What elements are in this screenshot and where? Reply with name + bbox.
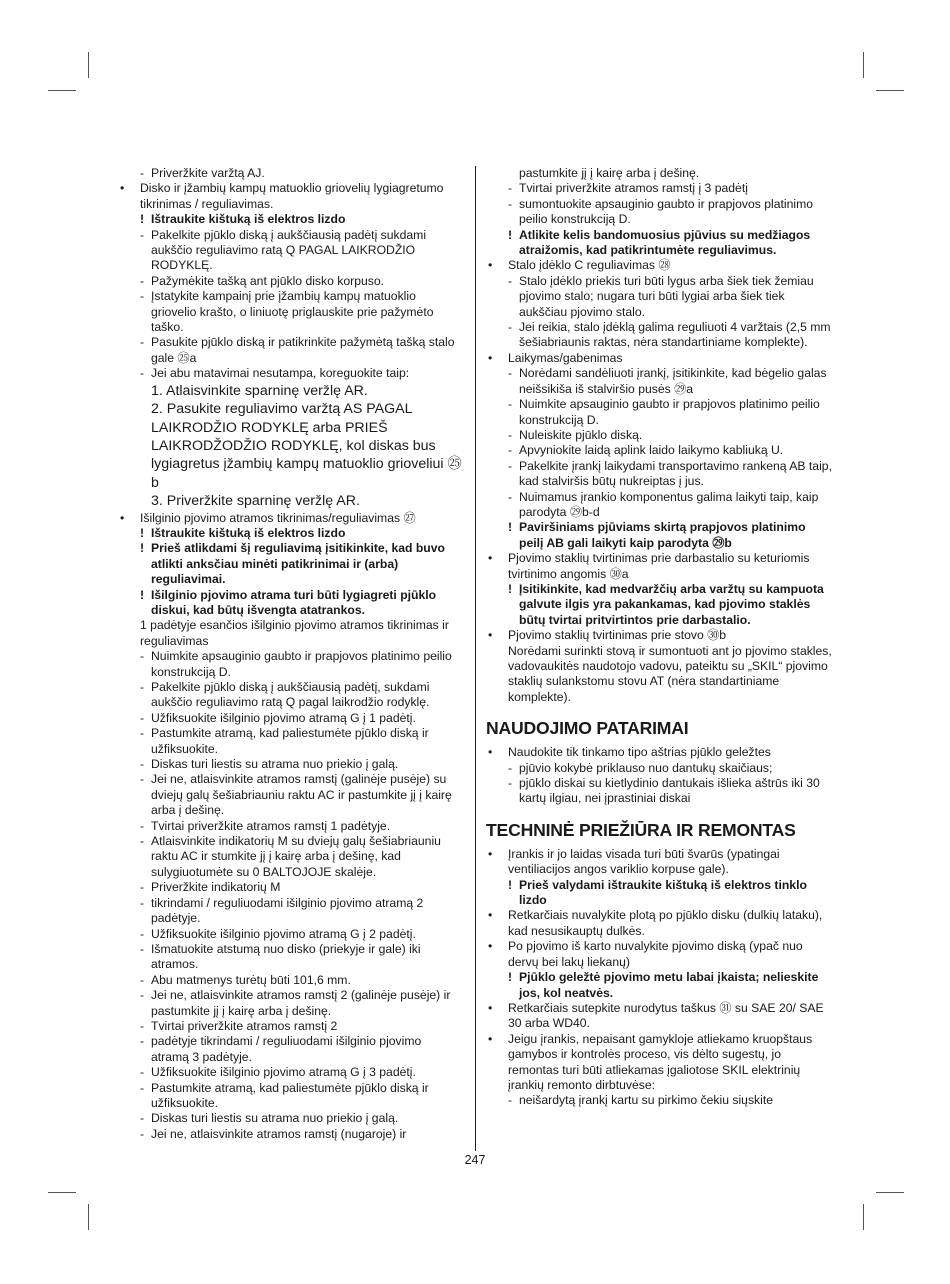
list-marker: • bbox=[120, 181, 125, 196]
item-text: tikrindami / reguliuodami išilginio pjovimo atramą 2 padėtyje. bbox=[151, 895, 424, 926]
numbered-step bbox=[118, 400, 462, 492]
list-marker: - bbox=[508, 443, 513, 458]
dash-item bbox=[118, 289, 462, 335]
bullet-item bbox=[486, 628, 832, 643]
numbered-step bbox=[118, 492, 462, 510]
warning-item bbox=[486, 582, 832, 628]
item-text: Atlaisvinkite indikatorių M su dviejų galų šešiabriauniu raktu AC ir stumkite jį į kairę arba į dešinę, kad sulygiuotumėte su 0 BALTOJOJE skalėje. bbox=[151, 834, 441, 879]
list-marker: - bbox=[140, 273, 145, 288]
list-marker: - bbox=[508, 397, 513, 412]
list-marker: • bbox=[488, 258, 493, 273]
item-text: Jei abu matavimai nesutampa, koreguokite taip: bbox=[151, 366, 410, 381]
dash-item bbox=[118, 1019, 462, 1034]
item-text: Prieš atlikdami šį reguliavimą įsitikinkite, kad buvo atlikti anksčiau minėti patikrinimai ir (arba) reguliavimai. bbox=[151, 541, 445, 587]
item-text: Užfiksuokite išilginio pjovimo atramą G į 2 padėtį. bbox=[151, 926, 416, 941]
item-text: pjūvio kokybė priklauso nuo dantukų skaičiaus; bbox=[519, 760, 773, 775]
list-marker: - bbox=[140, 757, 145, 772]
dash-item bbox=[486, 1093, 832, 1108]
item-text: sumontuokite apsauginio gaubto ir prapjovos platinimo peilio konstrukciją D. bbox=[519, 196, 814, 227]
item-text: Atlikite kelis bandomuosius pjūvius su medžiagos atraižomis, kad patikrintumėte reguliavimus. bbox=[519, 227, 811, 258]
list-marker: ! bbox=[508, 970, 513, 985]
list-marker: - bbox=[508, 366, 513, 381]
dash-item bbox=[118, 988, 462, 1019]
paragraph bbox=[118, 618, 462, 649]
item-text: Nuimkite apsauginio gaubto ir prapjovos platinimo peilio konstrukciją D. bbox=[519, 397, 820, 427]
list-marker: - bbox=[140, 227, 145, 242]
warning-item bbox=[118, 526, 462, 541]
list-marker: - bbox=[140, 710, 145, 725]
list-marker: • bbox=[488, 1031, 493, 1046]
item-text: Pjovimo staklių tvirtinimas prie darbastalio su keturiomis tvirtinimo angomis ㉚a bbox=[508, 551, 810, 581]
dash-item bbox=[118, 896, 462, 927]
list-marker: ! bbox=[508, 877, 513, 892]
bullet-item bbox=[486, 551, 832, 582]
item-text: Įsitikinkite, kad medvaržčių arba varžtų su kampuota galvute ilgis yra pakankamas, kad pjovimo staklės būtų tvirtai pritvirtintos prie darbastalio. bbox=[519, 581, 824, 627]
dash-item bbox=[118, 1081, 462, 1112]
crop-mark bbox=[863, 52, 864, 78]
dash-item bbox=[486, 761, 832, 776]
item-text: Retkarčiais sutepkite nurodytus taškus ㉛ su SAE 20/ SAE 30 arba WD40. bbox=[508, 1000, 824, 1031]
item-text: Užfiksuokite išilginio pjovimo atramą G į 1 padėtį. bbox=[151, 710, 416, 725]
item-text: Pasukite pjūklo diską ir patikrinkite pažymėtą tašką stalo gale ㉕a bbox=[151, 335, 455, 365]
list-marker: - bbox=[140, 1034, 145, 1049]
item-text: Nuimamus įrankio komponentus galima laikyti taip, kaip parodyta ㉙b-d bbox=[519, 489, 819, 519]
bullet-item bbox=[486, 1001, 832, 1032]
item-text: Diskas turi liestis su atrama nuo priekio į galą. bbox=[151, 757, 399, 772]
warning-item bbox=[486, 520, 832, 551]
warning-item bbox=[118, 212, 462, 227]
dash-item bbox=[486, 397, 832, 428]
list-marker: - bbox=[508, 760, 513, 775]
crop-mark bbox=[88, 1204, 89, 1230]
list-marker: ! bbox=[140, 541, 145, 556]
item-text: TECHNINĖ PRIEŽIŪRA IR REMONTAS bbox=[486, 819, 796, 840]
list-marker: - bbox=[140, 972, 145, 987]
crop-mark bbox=[88, 52, 89, 78]
item-text: Apvyniokite laidą aplink laido laikymo kabliuką U. bbox=[519, 443, 784, 458]
list-marker: • bbox=[488, 939, 493, 954]
list-marker: - bbox=[140, 1080, 145, 1095]
item-text: Disko ir įžambių kampų matuoklio griovelių lygiagretumo tikrinimas / reguliavimas. bbox=[140, 181, 444, 211]
bullet-item bbox=[486, 351, 832, 366]
dash-item bbox=[486, 274, 832, 320]
dash-item bbox=[118, 166, 462, 181]
dash-item bbox=[118, 274, 462, 289]
dash-item bbox=[118, 772, 462, 818]
dash-item bbox=[118, 927, 462, 942]
list-marker: ! bbox=[140, 525, 145, 540]
item-text: Pastumkite atramą, kad paliestumėte pjūklo diską ir užfiksuokite. bbox=[151, 1080, 429, 1110]
item-text: Įstatykite kampainį prie įžambių kampų matuoklio griovelio krašto, o liniuotę priglauskite prie pažymėto taško. bbox=[151, 289, 434, 335]
dash-item bbox=[486, 776, 832, 807]
item-text: pjūklo diskai su kietlydinio dantukais išlieka aštrūs iki 30 kartų ilgiau, nei įprastiniai diskai bbox=[519, 776, 820, 806]
item-text: Norėdami surinkti stovą ir sumontuoti ant jo pjovimo stakles, vadovaukitės naudotojo vadovu, pateiktu su „SKIL“ pjovimo staklių sulankstomu stovu AT (nėra standartiniame komplekte). bbox=[508, 643, 832, 704]
list-marker: - bbox=[140, 926, 145, 941]
dash-item bbox=[486, 366, 832, 397]
item-text: neišardytą įrankį kartu su pirkimo čekiu siųskite bbox=[519, 1093, 774, 1108]
list-marker: - bbox=[508, 776, 513, 791]
item-text: Išilginio pjovimo atrama turi būti lygiagreti pjūklo diskui, kad būtų išvengta atatrankos. bbox=[151, 587, 437, 617]
dash-item bbox=[118, 1111, 462, 1126]
item-text: Pažymėkite tašką ant pjūklo disko korpuso. bbox=[151, 273, 385, 288]
item-text: 1 padėtyje esančios išilginio pjovimo atramos tikrinimas ir reguliavimas bbox=[140, 618, 449, 648]
dash-item bbox=[118, 1065, 462, 1080]
dash-item bbox=[118, 711, 462, 726]
list-marker: - bbox=[140, 818, 145, 833]
item-text: Pjūklo geležtė pjovimo metu labai įkaista; nelieskite jos, kol neatvės. bbox=[519, 970, 819, 1000]
item-text: Priveržkite varžtą AJ. bbox=[151, 166, 265, 180]
list-marker: • bbox=[488, 350, 493, 365]
left-column bbox=[118, 166, 462, 1142]
dash-item bbox=[486, 490, 832, 521]
item-text: Po pjovimo iš karto nuvalykite pjovimo diską (ypač nuo dervų bei lakų liekanų) bbox=[508, 939, 803, 969]
paragraph bbox=[486, 644, 832, 706]
dash-item bbox=[118, 1034, 462, 1065]
item-text: Nuleiskite pjūklo diską. bbox=[519, 427, 643, 442]
list-marker: - bbox=[140, 289, 145, 304]
list-marker: - bbox=[140, 834, 145, 849]
dash-item bbox=[118, 228, 462, 274]
bullet-item bbox=[486, 908, 832, 939]
list-marker: - bbox=[140, 726, 145, 741]
item-text: Pjovimo staklių tvirtinimas prie stovo ㉚b bbox=[508, 628, 727, 643]
section-heading bbox=[486, 819, 832, 841]
item-text: Retkarčiais nuvalykite plotą po pjūklo disku (dulkių lataku), kad nesusikauptų dulkės. bbox=[508, 908, 823, 938]
list-marker: • bbox=[488, 846, 493, 861]
list-marker: • bbox=[488, 551, 493, 566]
dash-item bbox=[118, 973, 462, 988]
list-marker: - bbox=[140, 1065, 145, 1080]
item-text: Išilginio pjovimo atramos tikrinimas/reguliavimas ㉗ bbox=[140, 510, 416, 525]
warning-item bbox=[486, 970, 832, 1001]
item-text: Priveržkite indikatorių M bbox=[151, 880, 281, 895]
item-text: padėtyje tikrindami / reguliuodami išilginio pjovimo atramą 3 padėtyje. bbox=[151, 1034, 422, 1064]
list-marker: - bbox=[140, 941, 145, 956]
list-marker: - bbox=[508, 273, 513, 288]
crop-mark bbox=[876, 90, 904, 91]
bullet-item bbox=[486, 258, 832, 273]
item-text: Ištraukite kištuką iš elektros lizdo bbox=[151, 525, 346, 540]
dash-item bbox=[486, 443, 832, 458]
item-text: Pakelkite įrankį laikydami transportavimo rankeną AB taip, kad stalviršis būtų nukreiptas į jus. bbox=[519, 458, 832, 489]
dash-item bbox=[486, 320, 832, 351]
list-marker: ! bbox=[140, 587, 145, 602]
list-marker: ! bbox=[508, 520, 513, 535]
list-marker: - bbox=[140, 166, 145, 180]
list-marker: - bbox=[508, 427, 513, 442]
dash-item bbox=[118, 726, 462, 757]
page-number: 247 bbox=[464, 1153, 486, 1167]
list-marker: - bbox=[140, 880, 145, 895]
section-heading bbox=[486, 717, 832, 739]
list-marker: - bbox=[508, 320, 513, 335]
item-text: Diskas turi liestis su atrama nuo priekio į galą. bbox=[151, 1111, 399, 1126]
item-text: Laikymas/gabenimas bbox=[508, 350, 623, 365]
warning-item bbox=[118, 541, 462, 587]
item-text: Jeigu įrankis, nepaisant gamykloje atliekamo kruopštaus gamybos ir kontrolės proceso, vis dėlto sugestų, jo remontas turi būti atliekamas įgaliotose SKIL elektrinių įrankių remonto dirbtuvėse: bbox=[508, 1031, 813, 1092]
item-text: Išmatuokite atstumą nuo disko (priekyje ir gale) iki atramos. bbox=[151, 941, 421, 972]
item-text: Pakelkite pjūklo diską į aukščiausią padėtį, sukdami aukščio reguliavimo ratą Q pagal laikrodžio rodyklę. bbox=[151, 680, 430, 710]
list-marker: - bbox=[508, 489, 513, 504]
list-marker: - bbox=[140, 772, 145, 787]
crop-mark bbox=[876, 1192, 904, 1193]
item-text: NAUDOJIMO PATARIMAI bbox=[486, 718, 689, 739]
item-text: Pastumkite atramą, kad paliestumėte pjūklo diską ir užfiksuokite. bbox=[151, 726, 429, 756]
item-text: Naudokite tik tinkamo tipo aštrias pjūklo geležtes bbox=[508, 745, 771, 760]
dash-item bbox=[486, 181, 832, 196]
item-text: pastumkite jį į kairę arba į dešinę. bbox=[519, 166, 700, 180]
item-text: Tvirtai priveržkite atramos ramstį į 3 padėtį bbox=[519, 181, 748, 196]
item-text: Stalo įdėklo C reguliavimas ㉘ bbox=[508, 258, 671, 273]
dash-item bbox=[118, 335, 462, 366]
list-marker: • bbox=[120, 510, 125, 525]
list-marker: - bbox=[140, 335, 145, 350]
item-text: Tvirtai priveržkite atramos ramstį 2 bbox=[151, 1018, 338, 1033]
item-text: Jei ne, atlaisvinkite atramos ramstį (galinėje pusėje) su dviejų galų šešiabriauniu raktu AC ir pastumkite jį į kairę arba į dešinę. bbox=[151, 772, 452, 818]
list-marker: - bbox=[140, 366, 145, 381]
warning-item bbox=[486, 228, 832, 259]
item-text: Stalo įdėklo priekis turi būti lygus arba šiek tiek žemiau pjovimo stalo; nugara turi būti lygiai arba šiek tiek aukščiau pjovimo stalo. bbox=[519, 273, 814, 319]
crop-mark bbox=[48, 1192, 76, 1193]
bullet-item bbox=[118, 511, 462, 526]
right-column bbox=[486, 166, 832, 1109]
warning-item bbox=[486, 878, 832, 909]
item-text: Įrankis ir jo laidas visada turi būti švarūs (ypatingai ventiliacijos angos variklio korpuse gale). bbox=[508, 846, 780, 877]
list-marker: - bbox=[140, 1111, 145, 1126]
dash-item bbox=[486, 166, 832, 181]
dash-item bbox=[486, 459, 832, 490]
crop-mark bbox=[863, 1204, 864, 1230]
list-marker: ! bbox=[140, 212, 145, 227]
dash-item bbox=[118, 649, 462, 680]
dash-item bbox=[118, 942, 462, 973]
list-marker: - bbox=[508, 1093, 513, 1108]
item-text: Paviršiniams pjūviams skirtą prapjovos platinimo peilį AB gali laikyti kaip parodyta ㉙b bbox=[519, 520, 806, 550]
list-marker: - bbox=[508, 196, 513, 211]
item-text: Norėdami sandėliuoti įrankį, įsitikinkite, kad bėgelio galas neišsikiša iš stalviršio pusės ㉙a bbox=[519, 366, 827, 396]
dash-item bbox=[118, 757, 462, 772]
crop-mark bbox=[48, 90, 76, 91]
bullet-item bbox=[486, 1032, 832, 1094]
column-divider bbox=[475, 166, 476, 1151]
dash-item bbox=[118, 1127, 462, 1142]
dash-item bbox=[118, 819, 462, 834]
bullet-item bbox=[486, 745, 832, 760]
list-marker: • bbox=[488, 745, 493, 760]
item-text: 3. Priveržkite sparninę veržlę AR. bbox=[151, 493, 360, 510]
item-text: Abu matmenys turėtų būti 101,6 mm. bbox=[151, 972, 351, 987]
item-text: Nuimkite apsauginio gaubto ir prapjovos platinimo peilio konstrukciją D. bbox=[151, 649, 452, 679]
dash-item bbox=[118, 680, 462, 711]
item-text: 1. Atlaisvinkite sparninę veržlę AR. bbox=[151, 382, 368, 399]
bullet-item bbox=[486, 939, 832, 970]
list-marker: • bbox=[488, 628, 493, 643]
item-text: Jei ne, atlaisvinkite atramos ramstį (nugaroje) ir bbox=[151, 1126, 407, 1141]
list-marker: ! bbox=[508, 227, 513, 242]
list-marker: • bbox=[488, 1000, 493, 1015]
item-text: Pakelkite pjūklo diską į aukščiausią padėtį sukdami aukščio reguliavimo ratą Q PAGAL LAIKRODŽIO RODYKLĘ. bbox=[151, 227, 427, 273]
warning-item bbox=[118, 588, 462, 619]
dash-item bbox=[486, 197, 832, 228]
item-text: 2. Pasukite reguliavimo varžtą AS PAGAL LAIKRODŽIO RODYKLĘ arba PRIEŠ LAIKRODŽODŽIO RODYKLĘ, kol diskas bus lygiagretus įžambių kampų matuoklio grioveliui ㉕b bbox=[151, 401, 462, 491]
dash-item bbox=[118, 366, 462, 381]
item-text: Prieš valydami ištraukite kištuką iš elektros tinklo lizdo bbox=[519, 877, 807, 908]
bullet-item bbox=[118, 181, 462, 212]
list-marker: - bbox=[140, 649, 145, 664]
list-marker: ! bbox=[508, 581, 513, 596]
bullet-item bbox=[486, 847, 832, 878]
numbered-step bbox=[118, 382, 462, 400]
dash-item bbox=[486, 428, 832, 443]
dash-item bbox=[118, 880, 462, 895]
list-marker: - bbox=[508, 458, 513, 473]
item-text: Jei reikia, stalo įdėklą galima reguliuoti 4 varžtais (2,5 mm šešiabriaunis raktas, nėra standartiniame komplekte). bbox=[519, 320, 831, 350]
list-marker: - bbox=[140, 1018, 145, 1033]
item-text: Ištraukite kištuką iš elektros lizdo bbox=[151, 212, 346, 227]
list-marker: - bbox=[140, 988, 145, 1003]
list-marker: - bbox=[140, 680, 145, 694]
list-marker: - bbox=[140, 1126, 145, 1141]
item-text: Tvirtai priveržkite atramos ramstį 1 padėtyje. bbox=[151, 818, 391, 833]
item-text: Jei ne, atlaisvinkite atramos ramstį 2 (galinėje pusėje) ir pastumkite jį į kairę arba į dešinę. bbox=[151, 988, 451, 1018]
list-marker: • bbox=[488, 908, 493, 923]
item-text: Užfiksuokite išilginio pjovimo atramą G į 3 padėtį. bbox=[151, 1065, 416, 1080]
list-marker: - bbox=[508, 181, 513, 196]
list-marker: - bbox=[140, 895, 145, 910]
dash-item bbox=[118, 834, 462, 880]
